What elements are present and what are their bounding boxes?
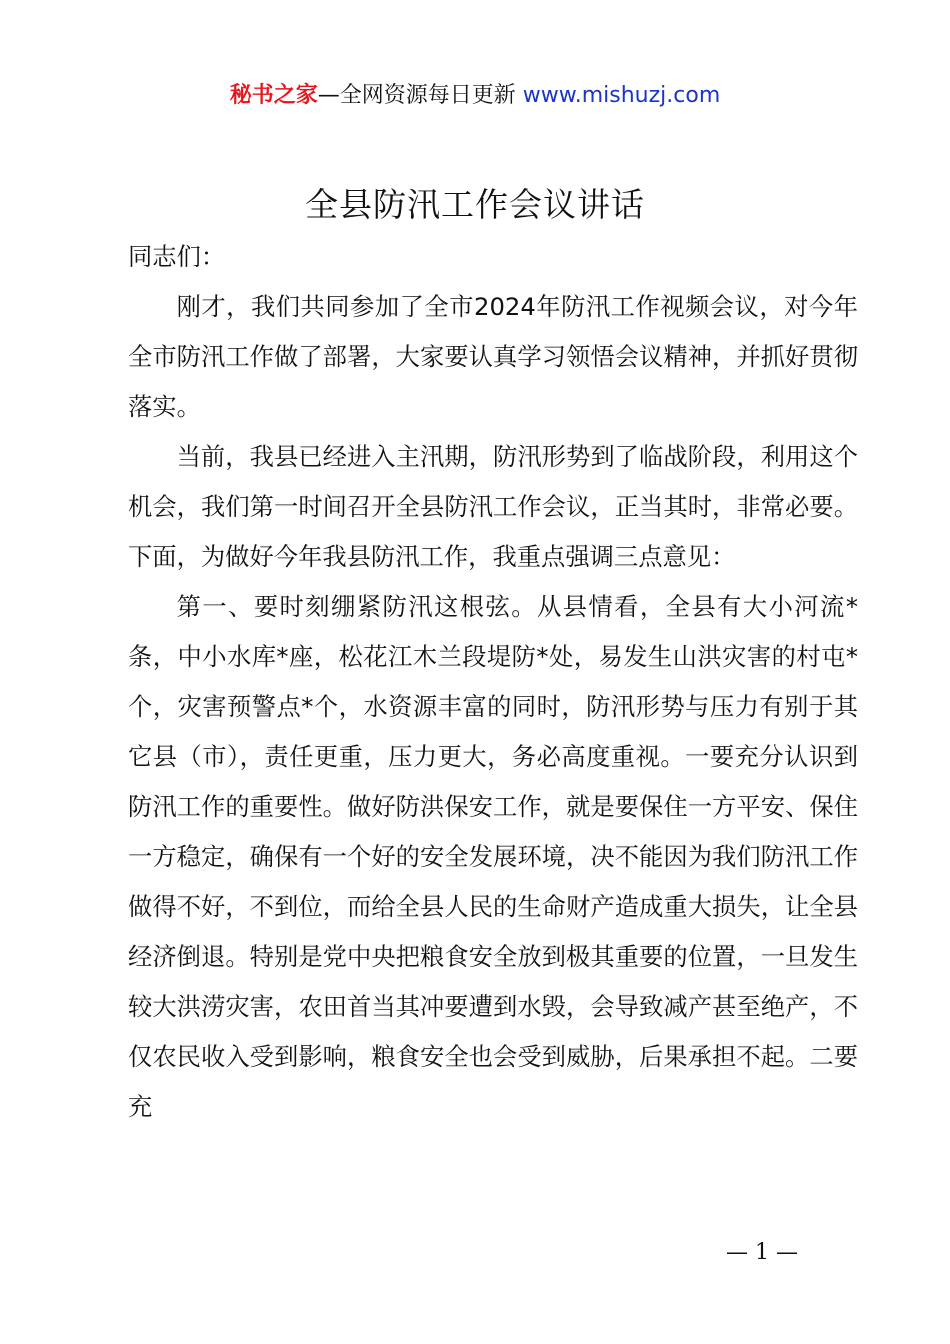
- brand-name: 秘书之家: [229, 83, 318, 108]
- paragraph-3: 第一、要时刻绷紧防汛这根弦。从县情看，全县有大小河流*条，中小水库*座，松花江木兰段堤防*处，易发生山洪灾害的村屯*个，灾害预警点*个，水资源丰富的同时，防汛形势与压力有别于其它县（市），责任更重，压力更大，务必高度重视。一要充分认识到防汛工作的重要性。做好防洪保安工作，就是要保住一方平安、保住一方稳定，确保有一个好的安全发展环境，决不能因为我们防汛工作做得不好，不到位，而给全县人民的生命财产造成重大损失，让全县经济倒退。特别是党中央把粮食安全放到极其重要的位置，一旦发生较大洪涝灾害，农田首当其冲要遭到水毁，会导致减产甚至绝产，不仅农民收入受到影响，粮食安全也会受到威胁，后果承担不起。二要充: [128, 592, 858, 1121]
- site-header: [0, 80, 950, 112]
- paragraph-2: 当前，我县已经进入主汛期，防汛形势到了临战阶段，利用这个机会，我们第一时间召开全县防汛工作会议，正当其时，非常必要。下面，为做好今年我县防汛工作，我重点强调三点意见：: [128, 442, 858, 571]
- site-url-link[interactable]: www.mishuzj.com: [522, 83, 721, 108]
- header-tagline: —全网资源每日更新: [317, 83, 523, 108]
- salutation: 同志们：: [128, 242, 226, 271]
- page-number: — 1 —: [726, 1240, 798, 1265]
- document-title: 全县防汛工作会议讲话: [305, 185, 645, 224]
- paragraph-1: 刚才，我们共同参加了全市2024年防汛工作视频会议，对今年全市防汛工作做了部署，大家要认真学习领悟会议精神，并抓好贯彻落实。: [128, 292, 858, 421]
- document-body: [128, 232, 858, 1132]
